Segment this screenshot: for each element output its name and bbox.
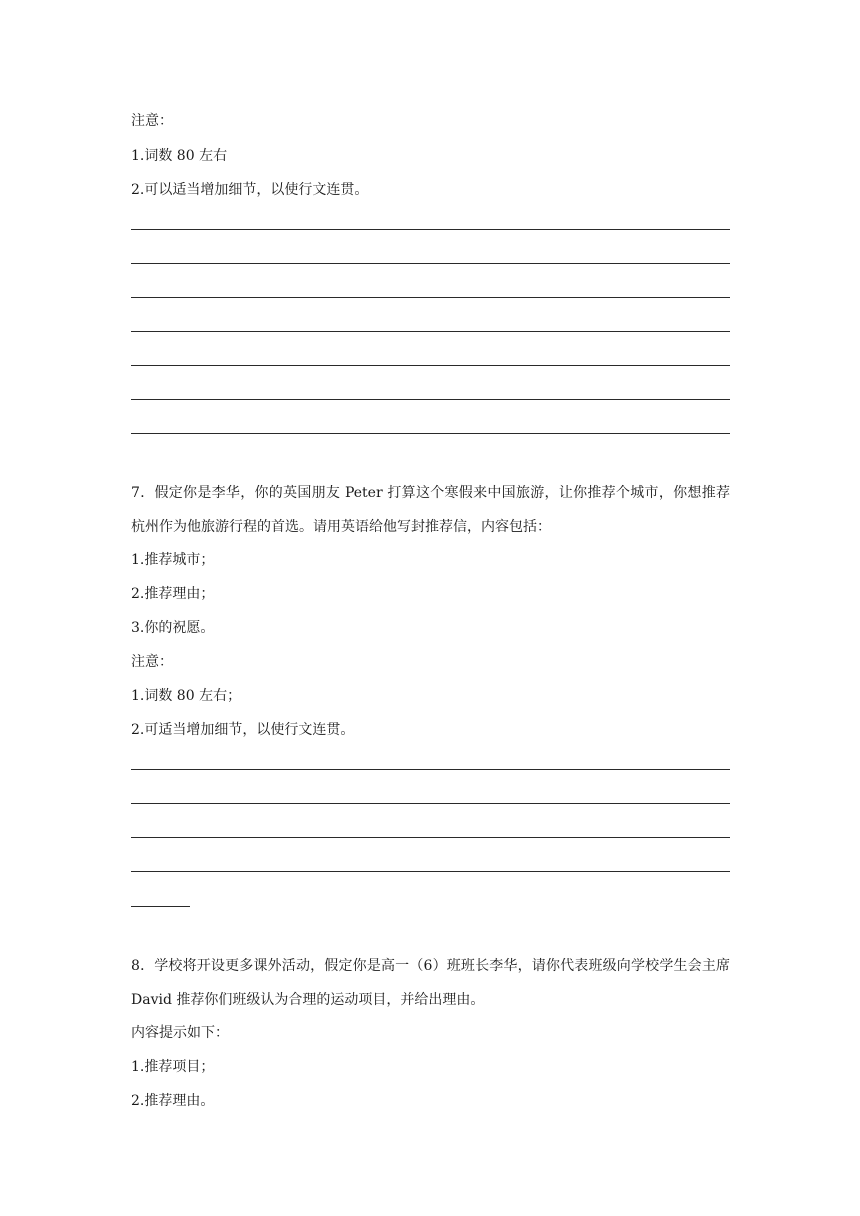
q6-answer-line[interactable]: [131, 433, 730, 434]
q7-answer-line[interactable]: [131, 837, 730, 838]
q7-note-1: 1.词数 80 左右；: [131, 688, 242, 704]
q7-answer-line[interactable]: [131, 769, 730, 770]
q7-point-1: 1.推荐城市；: [131, 552, 215, 568]
q6-answer-line[interactable]: [131, 331, 730, 332]
q7-note-2: 2.可适当增加细节，以使行文连贯。: [131, 722, 355, 738]
q6-note-1: 1.词数 80 左右: [131, 148, 228, 164]
q7-answer-line-end[interactable]: [131, 906, 190, 907]
q6-answer-line[interactable]: [131, 399, 730, 400]
q7-point-2: 2.推荐理由；: [131, 586, 215, 602]
q7-answer-line[interactable]: [131, 803, 730, 804]
q6-answer-line[interactable]: [131, 297, 730, 298]
q7-point-3: 3.你的祝愿。: [131, 620, 215, 636]
q8-prompt: 8．学校将开设更多课外活动，假定你是高一（6）班班长李华，请你代表班级向学校学生会主席 David 推荐你们班级认为合理的运动项目，并给出理由。: [131, 958, 730, 1008]
q6-note-label: 注意：: [131, 113, 173, 129]
q6-answer-line[interactable]: [131, 365, 730, 366]
q6-note-2: 2.可以适当增加细节，以使行文连贯。: [131, 182, 369, 198]
q7-prompt: 7．假定你是李华，你的英国朋友 Peter 打算这个寒假来中国旅游，让你推荐个城市，你想推荐杭州作为他旅游行程的首选。请用英语给他写封推荐信，内容包括：: [131, 485, 730, 535]
q8-point-2: 2.推荐理由。: [131, 1093, 215, 1109]
q8-point-1: 1.推荐项目；: [131, 1059, 215, 1075]
q8-hint-label: 内容提示如下：: [131, 1025, 229, 1041]
q7-answer-line[interactable]: [131, 871, 730, 872]
q6-answer-line[interactable]: [131, 229, 730, 230]
q7-note-label: 注意：: [131, 654, 173, 670]
q6-answer-line[interactable]: [131, 263, 730, 264]
